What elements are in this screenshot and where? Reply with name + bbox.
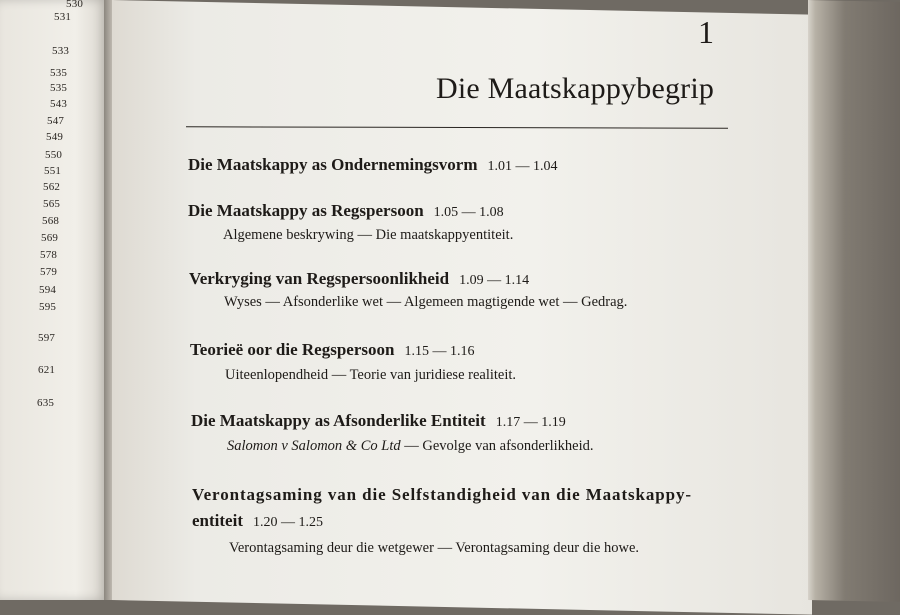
- section-range: 1.05 — 1.08: [433, 205, 504, 220]
- section-title: Teorieë oor die Regspersoon: [190, 340, 395, 359]
- page-number: 579: [40, 266, 58, 278]
- page-number: 551: [44, 165, 62, 177]
- section-title: Verkryging van Regspersoonlikheid: [189, 269, 450, 288]
- section-summary: [227, 438, 594, 455]
- page-number: 595: [39, 301, 57, 313]
- page-number: 569: [41, 232, 59, 244]
- section-range: 1.17 — 1.19: [495, 415, 566, 430]
- section-summary: Wyses — Afsonderlike wet — Algemeen magtigende wet — Gedrag.: [224, 294, 628, 310]
- section-range: 1.20 — 1.25: [252, 515, 323, 530]
- page-number: 597: [38, 332, 56, 344]
- page-number: 635: [37, 397, 55, 409]
- section-heading-line2: [192, 511, 323, 531]
- page-number: 550: [45, 149, 63, 161]
- page-number: 549: [46, 131, 64, 143]
- chapter-title: Die Maatskappybegrip: [436, 72, 715, 105]
- page-number: 562: [43, 181, 61, 193]
- page-number: 535: [50, 67, 68, 79]
- chapter-number: 1: [698, 14, 714, 50]
- section-heading-line1: Verontagsaming van die Selfstandigheid van die Maatskappy-: [192, 485, 692, 504]
- section-heading: [188, 155, 557, 175]
- section-range: 1.15 — 1.16: [404, 344, 475, 359]
- section-heading: [188, 201, 504, 221]
- page-number: 533: [52, 45, 70, 57]
- page-number: 565: [43, 198, 61, 210]
- section-heading: [191, 411, 566, 431]
- page-number: 578: [40, 249, 58, 261]
- divider: [186, 126, 728, 128]
- summary-text: — Gevolge van afsonderlikheid.: [400, 438, 594, 454]
- page-number: 535: [50, 82, 68, 94]
- section-heading: [190, 340, 474, 360]
- page-number: 621: [38, 364, 56, 376]
- section-heading: [189, 269, 529, 289]
- page-number: 547: [47, 115, 65, 127]
- section-range: 1.09 — 1.14: [459, 273, 530, 288]
- page-number: 543: [50, 98, 68, 110]
- section-summary: Uiteenlopendheid — Teorie van juridiese realiteit.: [225, 367, 517, 383]
- page-number: 531: [54, 11, 72, 23]
- page-number: 568: [42, 215, 60, 227]
- section-title: entiteit: [192, 511, 243, 530]
- section-title: Die Maatskappy as Ondernemingsvorm: [188, 155, 478, 174]
- section-title: Die Maatskappy as Regspersoon: [188, 201, 424, 220]
- page-number: 530: [66, 0, 84, 10]
- section-summary: Verontagsaming deur die wetgewer — Verontagsaming deur die howe.: [229, 540, 640, 556]
- page-number: 594: [39, 284, 57, 296]
- section-range: 1.01 — 1.04: [487, 159, 558, 174]
- section-summary: Algemene beskrywing — Die maatskappyentiteit.: [223, 227, 514, 243]
- section-title: Die Maatskappy as Afsonderlike Entiteit: [191, 411, 486, 430]
- case-name: Salomon v Salomon & Co Ltd: [227, 438, 401, 454]
